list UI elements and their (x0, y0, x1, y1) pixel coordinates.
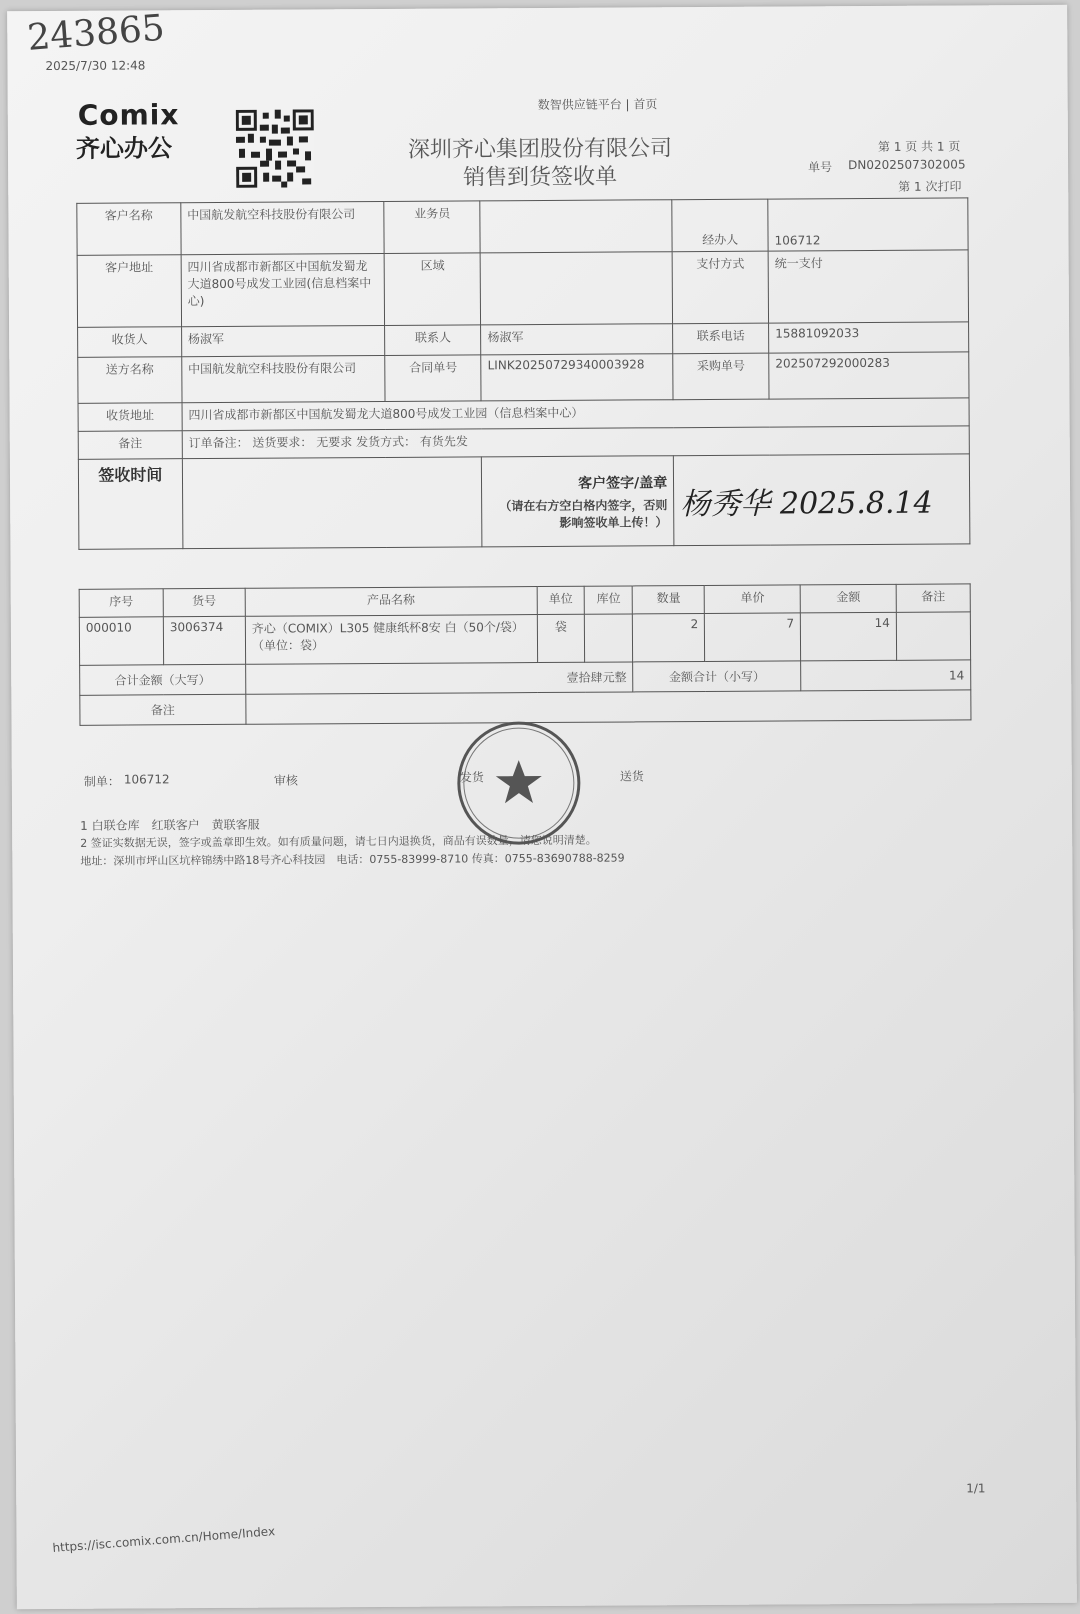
timestamp: 2025/7/30 12:48 (45, 58, 146, 74)
customer-address: 四川省成都市新都区中国航发蜀龙大道800号成发工业园(信息档案中心) (181, 253, 385, 326)
items-remark-label: 备注 (80, 694, 246, 725)
maker-label: 制单： (83, 774, 120, 789)
delivery-name-label: 送方名称 (78, 357, 182, 404)
ship-address-label: 收货地址 (78, 403, 182, 432)
total-lower-label: 金额合计（小写） (633, 661, 801, 692)
col-note: 备注 (896, 584, 970, 612)
col-loc: 库位 (585, 586, 633, 614)
footer-line-3: 地址：深圳市坪山区坑梓锦绣中路18号齐心科技园 电话：0755-83999-8710 传真：0755-83690788-8259 (80, 851, 625, 868)
remark-label: 备注 (78, 431, 182, 460)
contract-label: 合同单号 (385, 355, 481, 402)
purchase-number: 202507292000283 (769, 352, 969, 399)
col-price: 单价 (704, 585, 800, 614)
row-amount: 14 (800, 612, 896, 661)
salesman (480, 200, 672, 253)
platform-label: 数智供应链平台 | 首页 (537, 97, 658, 113)
company-name: 深圳齐心集团股份有限公司 (407, 136, 673, 163)
receiver-label: 收货人 (78, 327, 182, 358)
info-table (76, 197, 970, 549)
payment-label: 支付方式 (672, 251, 768, 324)
items-table (79, 583, 972, 725)
row-qty: 2 (633, 614, 705, 662)
print-count: 第 1 次打印 (898, 179, 962, 194)
col-qty: 数量 (633, 586, 705, 614)
handwritten-number: 243865 (25, 7, 167, 59)
handler-label: 经办人 (672, 199, 768, 252)
col-sku: 货号 (163, 588, 245, 617)
row-note (896, 612, 970, 660)
customer-sign-hint: （请在右方空白格内签字，否则影响签收单上传！） (499, 497, 668, 530)
document-page (7, 5, 1077, 1609)
sign-time-label: 签收时间 (78, 459, 182, 550)
maker: 106712 (123, 772, 170, 787)
contact: 杨淑军 (481, 324, 673, 355)
customer-name: 中国航发航空科技股份有限公司 (181, 201, 385, 254)
deliver-label: 送货 (619, 769, 644, 784)
page-info: 第 1 页 共 1 页 (877, 139, 961, 154)
row-loc (585, 614, 633, 662)
row-sku: 3006374 (163, 616, 245, 664)
purchase-label: 采购单号 (673, 353, 769, 400)
qr-code-icon (236, 109, 314, 187)
items-remark (246, 690, 971, 724)
phone-label: 联系电话 (673, 323, 769, 354)
col-unit: 单位 (537, 586, 585, 614)
total-upper-label: 合计金额（大写） (80, 664, 246, 695)
customer-sign-label: 客户签字/盖章 (578, 474, 668, 492)
logo-english: Comix (77, 98, 180, 132)
page-url: https://isc.comix.com.cn/Home/Index (51, 1524, 276, 1555)
page-counter: 1/1 (966, 1481, 986, 1496)
contract-number: LINK20250729340003928 (481, 354, 673, 401)
col-seq: 序号 (79, 589, 163, 618)
footer-line-2: 2 签证实数据无误，签字或盖章即生效。如有质量问题，请七日内退换货，商品有误数量，请您说明清楚。 (80, 833, 597, 850)
signature: 杨秀华 2025.8.14 (680, 485, 933, 522)
customer-name-label: 客户名称 (77, 203, 181, 256)
sign-time (182, 457, 482, 549)
total-lower: 14 (801, 660, 971, 691)
order-number: DN0202507302005 (848, 157, 966, 173)
row-name: 齐心（COMIX）L305 健康纸杯8安 白（50个/袋）（单位：袋） (245, 615, 537, 665)
payment: 统一支付 (768, 250, 968, 323)
sender-label: 发货 (459, 770, 484, 785)
col-amount: 金额 (800, 584, 896, 613)
contact-label: 联系人 (385, 325, 481, 356)
order-number-label: 单号 (808, 160, 833, 175)
logo-chinese: 齐心办公 (75, 134, 173, 163)
row-unit: 袋 (537, 614, 585, 662)
customer-sign-box (482, 456, 674, 547)
delivery-name: 中国航发航空科技股份有限公司 (182, 355, 386, 402)
col-name: 产品名称 (245, 587, 537, 617)
receiver: 杨淑军 (181, 325, 385, 356)
remark: 订单备注： 送货要求： 无要求 发货方式： 有货先发 (182, 426, 969, 459)
salesman-label: 业务员 (384, 201, 480, 254)
phone: 15881092033 (769, 322, 969, 353)
review-label: 审核 (273, 773, 298, 788)
signature-area (674, 454, 970, 546)
row-seq: 000010 (79, 617, 163, 666)
row-price: 7 (705, 613, 801, 662)
footer-line-1: 1 白联仓库 红联客户 黄联客服 (80, 817, 260, 833)
customer-address-label: 客户地址 (77, 255, 181, 328)
document-title: 销售到货签收单 (463, 164, 618, 191)
region (480, 252, 672, 325)
region-label: 区域 (385, 253, 481, 326)
ship-address: 四川省成都市新都区中国航发蜀龙大道800号成发工业园（信息档案中心） (182, 398, 969, 431)
table-row (79, 612, 970, 665)
handler: 106712 (768, 198, 968, 251)
total-upper: 壹拾肆元整 (246, 662, 634, 694)
